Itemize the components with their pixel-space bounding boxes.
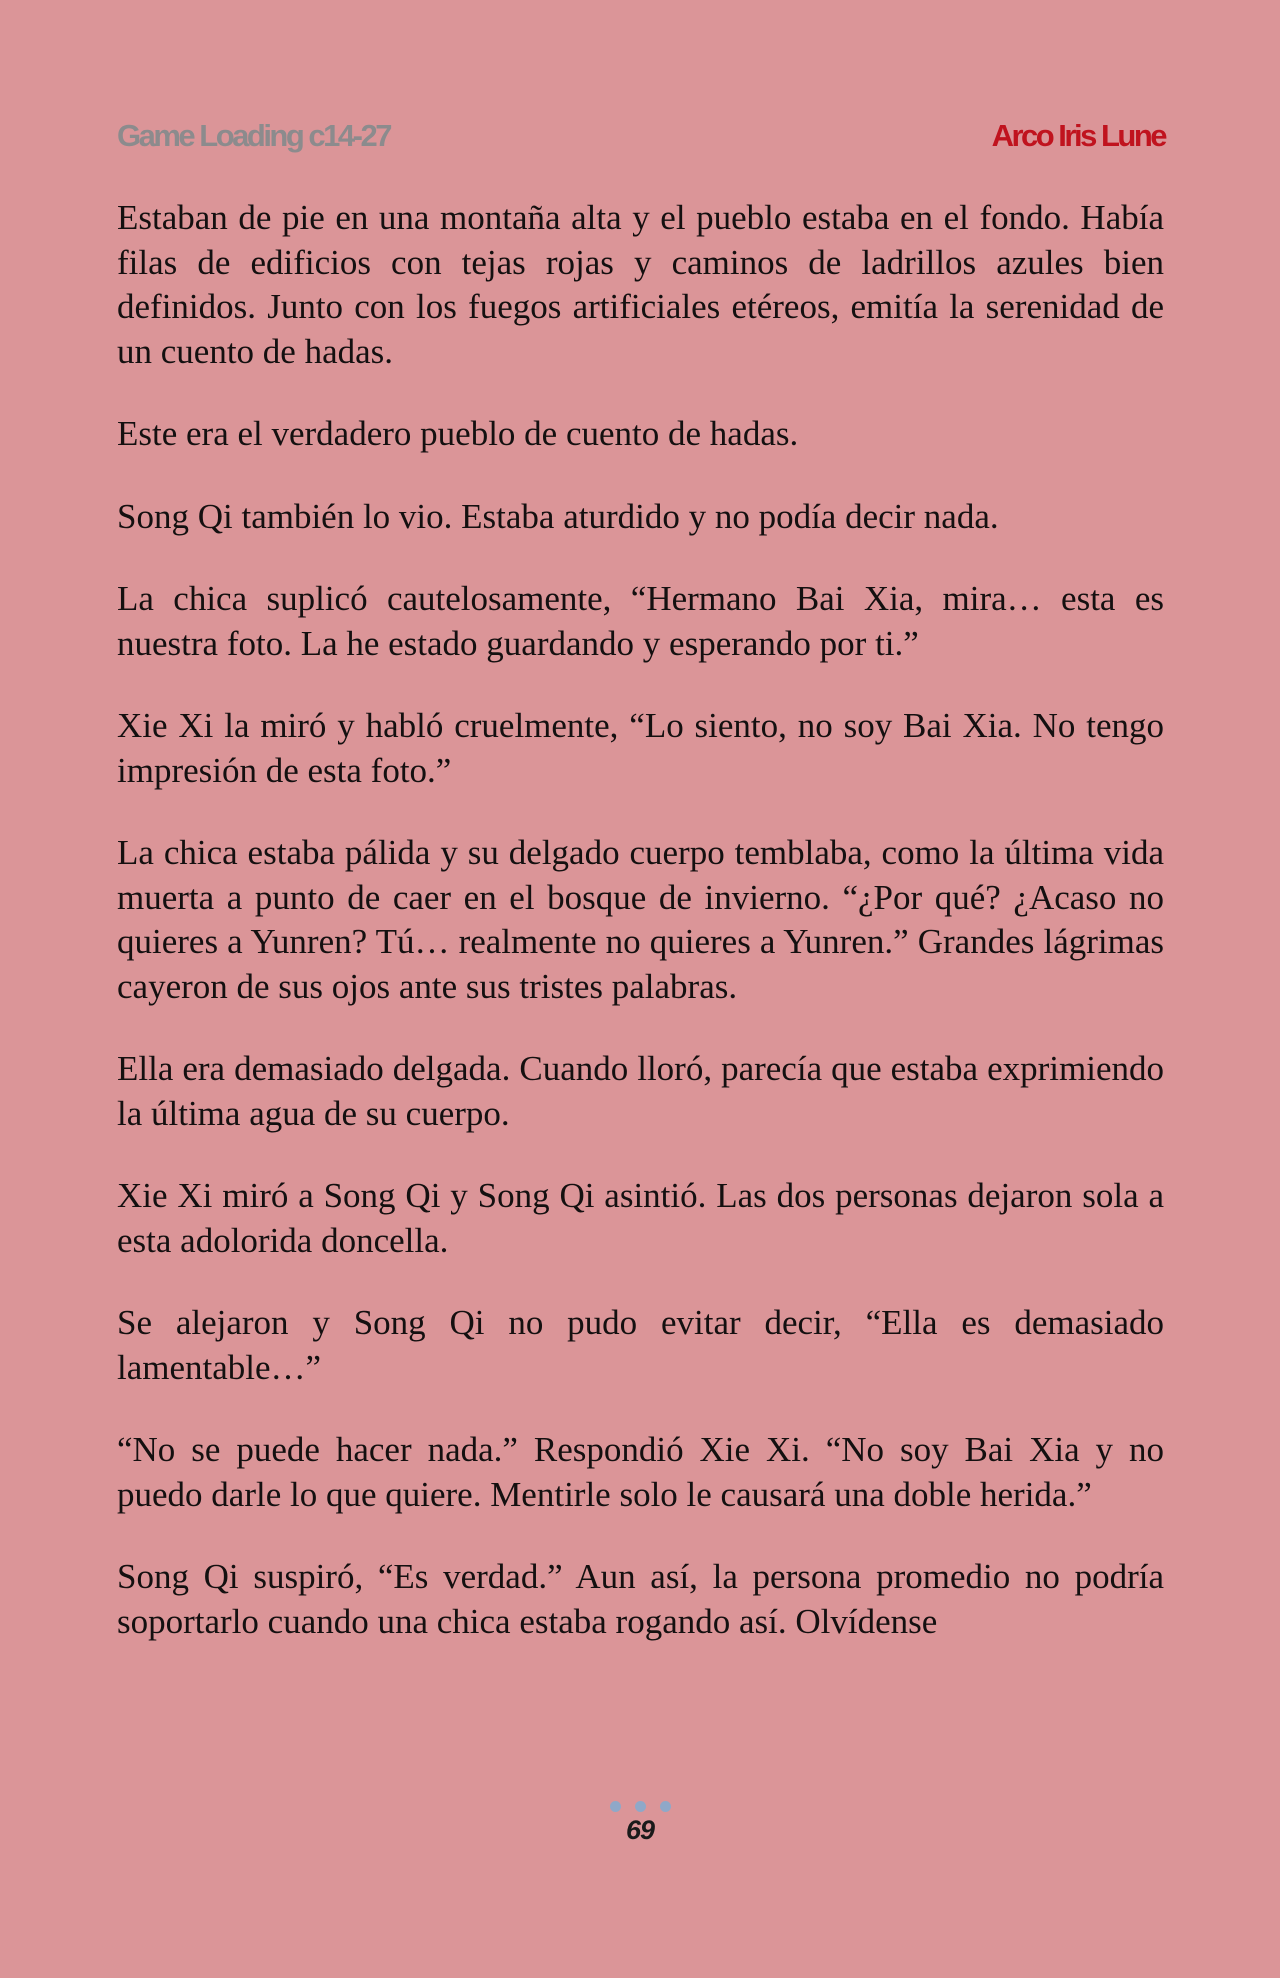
paragraph: Xie Xi miró a Song Qi y Song Qi asintió. Las dos personas dejaron sola a esta adolorida doncella. [117, 1176, 1164, 1260]
page-number: 69 [625, 1815, 655, 1845]
page-body [117, 196, 1164, 1682]
page-footer [0, 1801, 1280, 1846]
paragraph: Se alejaron y Song Qi no pudo evitar decir, “Ella es demasiado lamentable…” [117, 1303, 1164, 1387]
paragraph: Este era el verdadero pueblo de cuento de hadas. [117, 414, 799, 453]
paragraph: Xie Xi la miró y habló cruelmente, “Lo siento, no soy Bai Xia. No tengo impresión de esta foto.” [117, 706, 1164, 790]
paragraph: La chica suplicó cautelosamente, “Hermano Bai Xia, mira… esta es nuestra foto. La he estado guardando y esperando por ti.” [117, 579, 1164, 663]
paragraph: Song Qi suspiró, “Es verdad.” Aun así, la persona promedio no podría soportarlo cuando una chica estaba rogando así. Olvídense [117, 1557, 1164, 1641]
dot-icon [660, 1801, 671, 1812]
ornament-dots [0, 1801, 1280, 1813]
paragraph: Ella era demasiado delgada. Cuando lloró, parecía que estaba exprimiendo la última agua de su cuerpo. [117, 1049, 1164, 1133]
page-header [117, 118, 1165, 166]
dot-icon [610, 1801, 621, 1812]
paragraph: La chica estaba pálida y su delgado cuerpo temblaba, como la última vida muerta a punto de caer en el bosque de invierno. “¿Por qué? ¿Acaso no quieres a Yunren? Tú… realmente no quieres a Yunren.” Grandes lágrimas cayeron de sus ojos ante sus tristes palabras. [117, 833, 1164, 1006]
book-title: Game Loading c14-27 [117, 118, 390, 153]
translator-name: Arco Iris Lune [991, 118, 1165, 153]
paragraph: Song Qi también lo vio. Estaba aturdido y no podía decir nada. [117, 496, 999, 536]
dot-icon [635, 1801, 646, 1812]
paragraph: Estaban de pie en una montaña alta y el pueblo estaba en el fondo. Había filas de edificios con tejas rojas y caminos de ladrillos azules bien definidos. Junto con los fuegos artificiales etéreos, emitía la serenidad de un cuento de hadas. [117, 198, 1164, 371]
paragraph: “No se puede hacer nada.” Respondió Xie Xi. “No soy Bai Xia y no puedo darle lo que quiere. Mentirle solo le causará una doble herida.” [117, 1430, 1164, 1514]
